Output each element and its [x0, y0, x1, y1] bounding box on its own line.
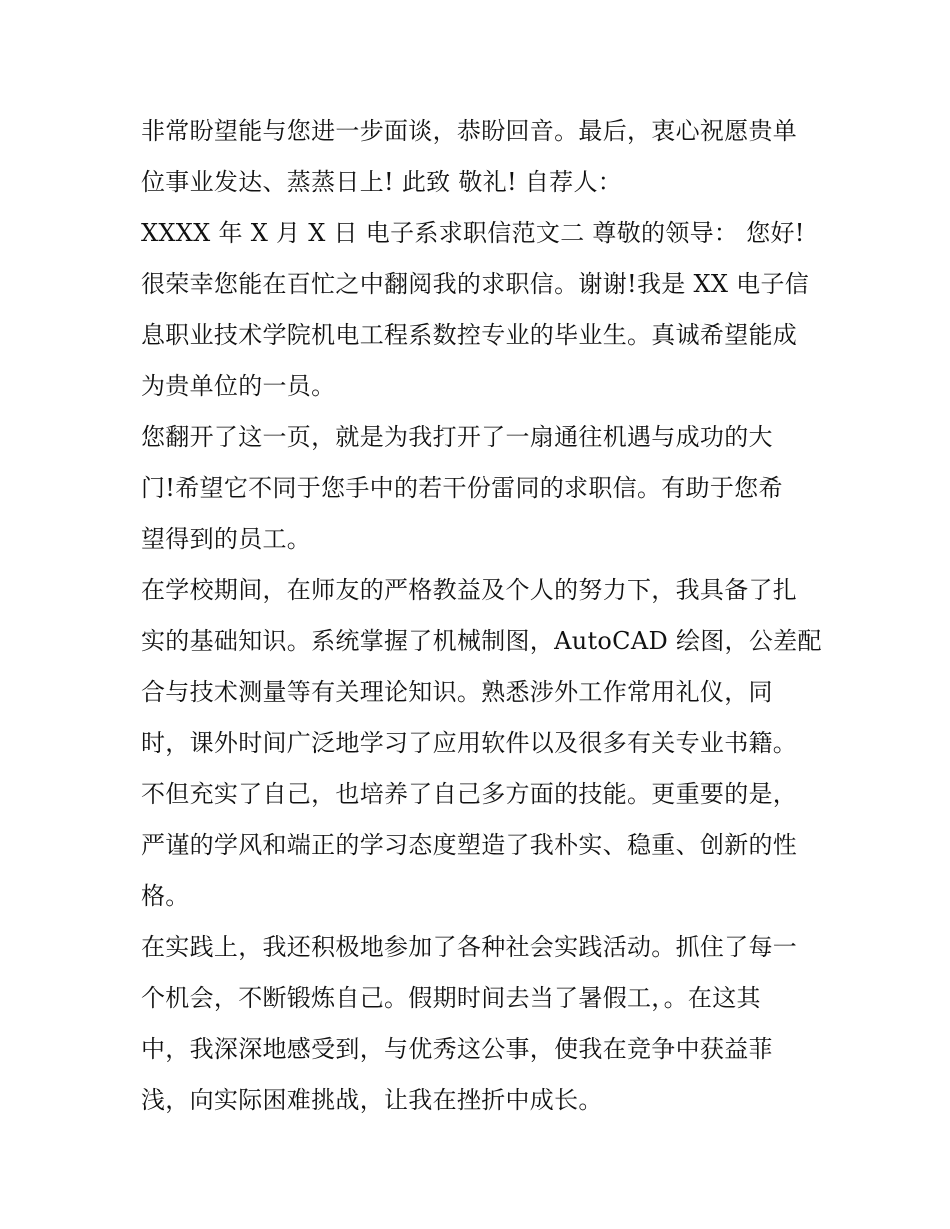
text-line: 中，我深深地感受到，与优秀这公事，使我在竞争中获益菲: [141, 1035, 773, 1063]
text-line: XXXX 年 X 月 X 日 电子系求职信范文二 尊敬的领导： 您好!: [141, 219, 805, 247]
text-line: 很荣幸您能在百忙之中翻阅我的求职信。谢谢!我是 XX 电子信: [141, 270, 810, 298]
text-line: 位事业发达、蒸蒸日上! 此致 敬礼! 自荐人：: [141, 168, 623, 196]
text-line: 您翻开了这一页，就是为我打开了一扇通往机遇与成功的大: [141, 423, 773, 451]
text-line: 门!希望它不同于您手中的若干份雷同的求职信。有助于您希: [141, 474, 783, 502]
text-line: 格。: [141, 882, 190, 910]
text-line: 时，课外时间广泛地学习了应用软件以及很多有关专业书籍。: [141, 729, 798, 757]
text-line: 非常盼望能与您进一步面谈，恭盼回音。最后，衷心祝愿贵单: [141, 117, 798, 145]
letter-body: [141, 106, 821, 1126]
text-line: 不但充实了自己，也培养了自己多方面的技能。更重要的是，: [141, 780, 798, 808]
text-line: 在学校期间，在师友的严格教益及个人的努力下，我具备了扎: [141, 576, 798, 604]
text-line: 在实践上，我还积极地参加了各种社会实践活动。抓住了每一: [141, 933, 798, 961]
text-line: 为贵单位的一员。: [141, 372, 336, 400]
text-line: 浅，向实际困难挑战，让我在挫折中成长。: [141, 1086, 603, 1114]
text-line: 息职业技术学院机电工程系数控专业的毕业生。真诚希望能成: [141, 321, 798, 349]
text-line: 严谨的学风和端正的学习态度塑造了我朴实、稳重、创新的性: [141, 831, 798, 859]
text-line: 实的基础知识。系统掌握了机械制图，AutoCAD 绘图，公差配: [141, 627, 822, 655]
text-line: 个机会，不断锻炼自己。假期时间去当了暑假工，。在这其: [141, 984, 761, 1012]
text-line: 合与技术测量等有关理论知识。熟悉涉外工作常用礼仪，同: [141, 678, 773, 706]
text-line: 望得到的员工。: [141, 525, 312, 553]
